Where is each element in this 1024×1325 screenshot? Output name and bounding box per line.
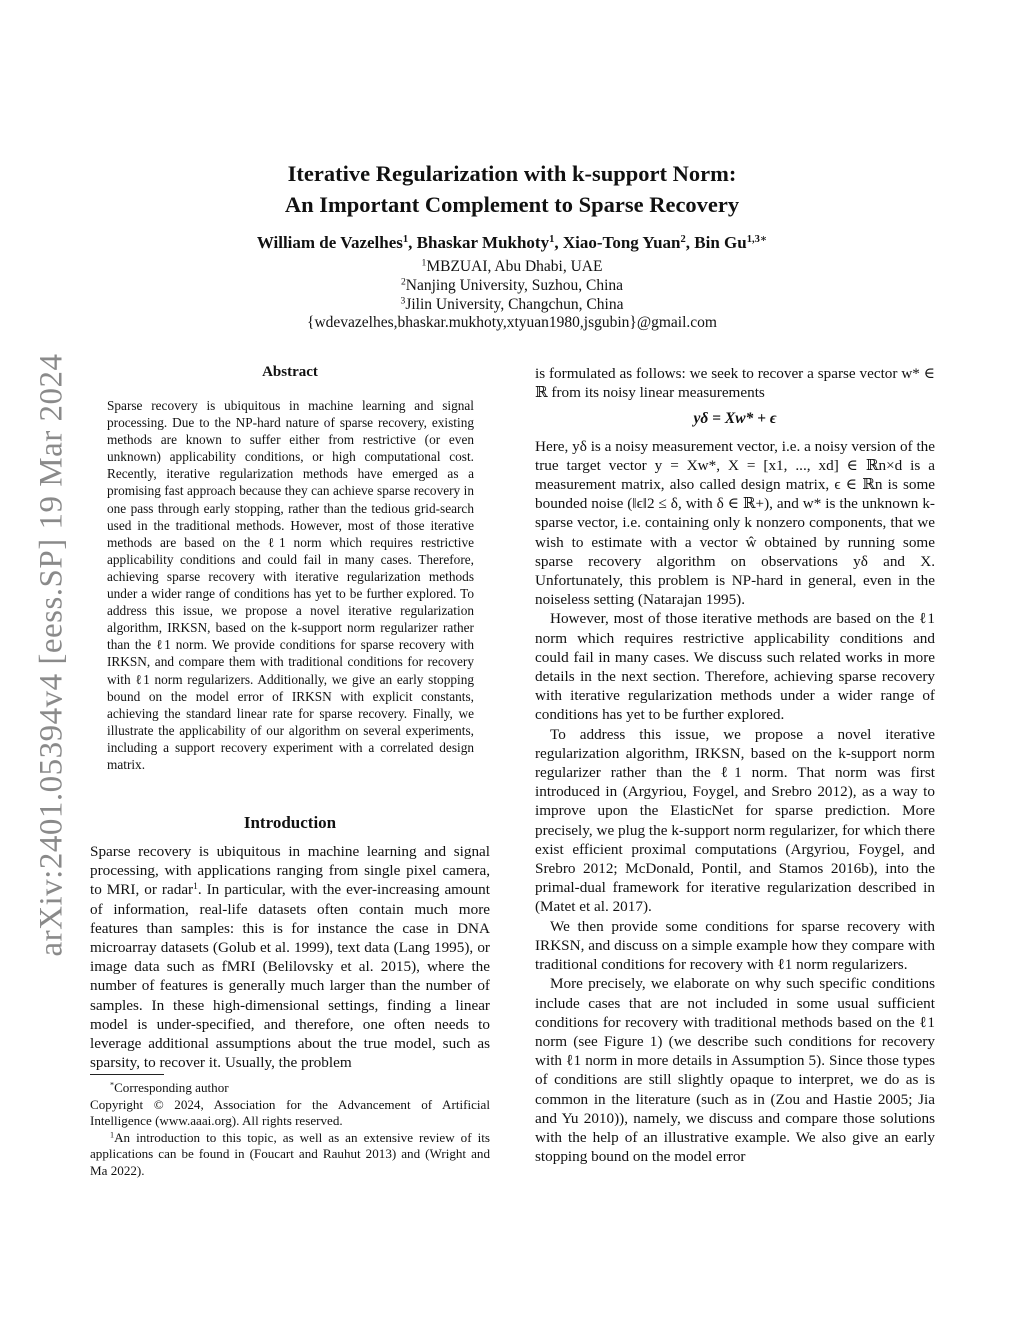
right-paragraph-1: is formulated as follows: we seek to recover a sparse vector w* ∈ ℝ from its noisy linear measurements — [535, 365, 935, 402]
title-line-2: An Important Complement to Sparse Recovery — [284, 192, 740, 217]
affiliations — [160, 258, 864, 333]
arxiv-identifier: arXiv:2401.05394v4 [eess.SP] 19 Mar 2024 — [33, 353, 70, 957]
intro-text-part-1: Sparse recovery is ubiquitous in machine learning and signal processing, with applications ranging from single pixel camera, to MRI, or radar — [90, 843, 490, 899]
corresponding-mark: * — [110, 1080, 115, 1090]
paper-title — [160, 158, 864, 220]
copyright-note: Copyright © 2024, Association for the Advancement of Artificial Intelligence (www.aaai.org). All rights reserved. — [90, 1096, 490, 1128]
affiliation-1 — [160, 258, 864, 277]
title-line-1: Iterative Regularization with k-support Norm: — [287, 161, 737, 186]
right-column — [535, 364, 935, 1166]
affiliation-2 — [160, 277, 864, 296]
right-paragraph-3: However, most of those iterative methods are based on the ℓ1 norm which requires restrictive applicability conditions and could fail in many cases. We discuss such related works in more details in the next section. Therefore, achieving sparse recovery with iterative regularization methods under a wider range of conditions has yet to be further explored. — [535, 610, 935, 724]
measurement-equation: yδ = Xw* + ϵ — [693, 410, 777, 428]
footnote-1-text: An introduction to this topic, as well as an extensive review of its applications can be found in (Foucart and Rauhut 2013) and (Wright and Ma 2022). — [90, 1129, 490, 1178]
affiliation-1-text: MBZUAI, Abu Dhabi, UAE — [426, 258, 603, 275]
arxiv-side-label — [22, 345, 82, 965]
author-list: William de Vazelhes$^1$, Bhaskar Mukhoty$^1$, Xiao-Tong Yuan$^2$, Bin $Gu^{1,3∗}$ — [256, 233, 768, 252]
author-3-affil: 2 — [680, 234, 686, 246]
author-2: Bhaskar Mukhoty — [416, 233, 550, 252]
footnotes — [90, 1080, 490, 1179]
affiliation-3 — [160, 296, 864, 315]
affiliation-3-num: 3 — [400, 295, 406, 307]
affiliation-2-text: Nanjing University, Suzhou, China — [405, 276, 624, 294]
author-1: William de Vazelhes — [256, 233, 403, 252]
introduction-paragraph — [90, 842, 490, 1072]
affiliation-1-num: 1 — [421, 257, 427, 269]
abstract-heading: Abstract — [262, 364, 318, 380]
footnote-1-marker: 1 — [193, 882, 198, 893]
footnote-1 — [90, 1130, 490, 1180]
corresponding-author-note — [90, 1080, 490, 1097]
affiliation-3-text: Jilin University, Changchun, China — [405, 295, 624, 313]
author-1-affil: 1 — [402, 234, 409, 246]
author-4-affil: 1,3∗ — [746, 234, 768, 246]
introduction-heading: Introduction — [243, 813, 337, 832]
right-paragraph-4: To address this issue, we propose a novel iterative regularization algorithm, IRKSN, based on the k-support norm regularizer rather than the ℓ1 norm. That norm was first introduced in (Argyriou, Foygel, and Srebro 2012), as a way to improve upon the ElasticNet for sparse prediction. More precisely, we plug the k-support norm regularizer, for which there exist efficient proximal computations (Argyriou, Foygel, and Srebro 2012; McDonald, Pontil, and Stamos 2016b), into the primal-dual framework for iterative regularization described in (Matet et al. 2017). — [535, 725, 935, 916]
affiliation-2-num: 2 — [400, 276, 406, 288]
right-paragraph-2: Here, yδ is a noisy measurement vector, i.e. a noisy version of the true target vector y = Xw*, X = [x1, ..., xd] ∈ ℝn×d is a measurement matrix, also called design matrix, ϵ ∈ ℝn is some bounded noise (‖ϵ‖2 ≤ δ, with δ ∈ ℝ+), and w* is the unknown k-sparse vector, i.e. containing only k nonzero components, that we wish to estimate with a vector ŵ obtained by running some sparse recovery algorithm on observations yδ and X. Unfortunately, this problem is NP-hard in general, even in the noiseless setting (Natarajan 1995). — [535, 437, 935, 609]
intro-text-part-2: . In particular, with the ever-increasing amount of information, real-life datasets often contain much more features than samples: this is for instance the case in DNA microarray datasets (Golub et al. 1999), text data (Lang 1995), or image data such as fMRI (Belilovsky et al. 2015), where the number of features is generally much larger than the number of samples. In these high-dimensional settings, finding a linear model is under-specified, and therefore, one often needs to leverage additional assumptions about the true model, such as sparsity, to recover it. Usually, the problem — [90, 881, 490, 1072]
footnote-divider — [90, 1074, 164, 1075]
author-emails: {wdevazelhes,bhaskar.mukhoty,xtyuan1980,jsgubin}@gmail.com — [307, 314, 717, 332]
author-2-affil: 1 — [549, 234, 555, 246]
author-4: Bin Gu — [694, 233, 747, 252]
corresponding-text: Corresponding author — [114, 1080, 229, 1095]
right-paragraph-5: We then provide some conditions for sparse recovery with IRKSN, and discuss on a simple example how they compare with traditional conditions for recovery with ℓ1 norm regularizers. — [535, 917, 935, 974]
author-3: Xiao-Tong Yuan — [562, 233, 681, 252]
introduction-body — [90, 842, 490, 1072]
right-paragraph-6: More precisely, we elaborate on why such specific conditions include cases that are not included in some usual sufficient conditions for recovery with traditional methods based on the ℓ1 norm (see Figure 1) (we describe such conditions for recovery with ℓ1 norm in more details in Assumption 5). Since those types of conditions are still slightly opaque to interpret, we do as is common in the literature (such as in (Zou and Hastie 2005; Jia and Yu 2010)), namely, we discuss and compare those solutions with the help of an illustrative example. We also give an early stopping bound on the model error — [535, 975, 935, 1166]
footnote-1-num: 1 — [110, 1130, 115, 1140]
abstract-body: Sparse recovery is ubiquitous in machine learning and signal processing. Due to the NP-hard nature of sparse recovery, existing methods are known to suffer either from restrictive (or even unknown) applicability conditions, or high computational cost. Recently, iterative regularization methods have emerged as a promising fast approach because they can achieve sparse recovery in one pass through early stopping, rather than the tedious grid-search used in the traditional methods. However, most of those iterative methods are based on the ℓ1 norm which requires restrictive applicability conditions and could fail in many cases. Therefore, achieving sparse recovery with iterative regularization methods under a wider range of conditions has yet to be further explored. To address this issue, we propose a novel iterative regularization algorithm, IRKSN, based on the k-support norm regularizer rather than the ℓ1 norm. We provide conditions for sparse recovery with IRKSN, and compare them with traditional conditions for recovery with ℓ1 norm regularizers. Additionally, we give an early stopping bound on the model error of IRKSN with explicit constants, achieving the standard linear rate for sparse recovery. Finally, we illustrate the applicability of our algorithm on several experiments, including a support recovery experiment with a correlated design matrix. — [107, 398, 474, 772]
